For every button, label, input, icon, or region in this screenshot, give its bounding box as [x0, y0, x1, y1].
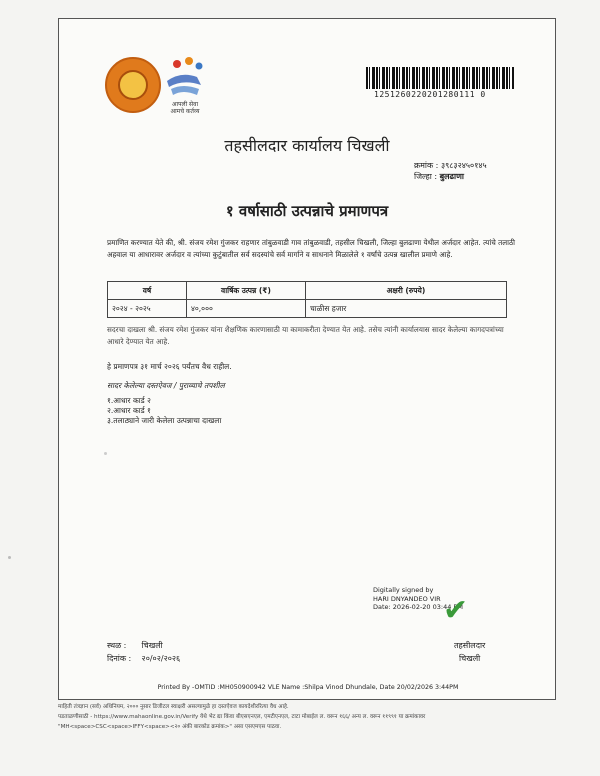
date-value: २०/०२/२०२६: [141, 654, 181, 663]
purpose-text: सदरचा दाखला श्री. संजय रमेश गुंजकर यांना शैक्षणिक कारणासाठी या कामाकरीता देण्यात येत आहे. तसेच त्यांनी कार्यालयास सादर केलेल्या कागदपत्रांच्या आधारे देण्यात येत आहे.: [107, 325, 504, 346]
cell-in-words: चाळीस हजार: [306, 300, 507, 318]
validity-text: हे प्रमाणपत्र ३१ मार्च २०२६ पर्यंतच वैध राहील.: [107, 362, 232, 371]
certification-text: प्रमाणित करण्यात येते की, श्री. संजय रमेश गुंजकर राहणार तांबुळवाडी गाव तांबुळवाडी, तहसील चिखली, जिल्हा बुलढाणा येथील अर्जदार आहेत. त्यांचे तलाठी अहवाल या आधारावर अर्जदार व त्यांच्या कुटुंबातील सर्व सदस्यांचे सर्व मार्गाने व साधनाने मिळालेले १ वर्षांचे उत्पन्न खालील प्रमाणे आहे.: [107, 238, 515, 259]
barcode: [366, 67, 514, 89]
header-year: वर्ष: [108, 282, 187, 300]
footer-line-2: पडताळणीसाठी - https://www.mahaonline.gov.in/Verify येथे भेट द्या किंवा बीएसएनएल, एमटीएनएल, टाटा मोबाईल ल. वरून १६६/ अन्य ल. वरून ११९९१ या क्रमांकावर: [58, 714, 426, 720]
place-date-block: [107, 639, 180, 665]
district-label: जिल्हा :: [414, 172, 438, 181]
place-value: चिखली: [141, 641, 163, 650]
cell-income: ४०,०००: [187, 300, 306, 318]
signatory-block: [454, 639, 485, 665]
documents-heading: सादर केलेल्या दस्तऐवज / पुराव्याचे तपशील: [107, 381, 225, 390]
list-item: १.आधार कार्ड २: [107, 396, 151, 405]
table-row: [108, 300, 507, 318]
header-income: वार्षिक उत्पन्न (₹): [187, 282, 306, 300]
signatory-title: तहसीलदार: [454, 641, 486, 650]
footer-notes: [58, 702, 554, 732]
document-meta: [414, 160, 487, 182]
cell-year: २०२४ - २०२५: [108, 300, 187, 318]
footer-line-1: माहिती तंत्रज्ञान (सर्व) अधिनियम, २००० नुसार डिजीटल स्वाक्षरी असल्यामुळे हा दस्तऐवज कायदेशीररित्या वैध आहे.: [58, 704, 289, 710]
income-table: [107, 281, 507, 318]
list-item: ३.तलाठ्याने जारी केलेला उत्पन्नाचा दाखला: [107, 416, 222, 425]
number-label: क्रमांक :: [414, 161, 439, 170]
date-label: दिनांक :: [107, 654, 132, 663]
signature-check-icon: ✔: [443, 593, 469, 628]
scan-speck: [104, 452, 107, 455]
signatory-place: चिखली: [459, 654, 481, 663]
signature-line-3: Date: 2026-02-20 03:44 PM: [373, 603, 463, 611]
list-item: २.आधार कार्ड १: [107, 406, 151, 415]
documents-list: [107, 396, 221, 426]
district-value: बुलढाणा: [439, 172, 464, 181]
header-in-words: अक्षरी (रुपये): [306, 282, 507, 300]
barcode-number: 1251260220201280111 0: [374, 90, 486, 99]
logo-caption-1: आपली सेवा: [171, 101, 198, 108]
aaple-sarkar-logo: [163, 55, 207, 119]
government-seal: [105, 57, 161, 113]
printed-by: Printed By -OMTID :MH050900942 VLE Name :Shilpa Vinod Dhundale, Date 20/02/2026 3:44PM: [157, 684, 459, 691]
logo-caption-2: आमचे कर्तव्य: [170, 108, 200, 115]
number-value: ३९८३२४५०१४५: [440, 161, 487, 170]
table-header-row: [108, 282, 507, 300]
office-title: तहसीलदार कार्यालय चिखली: [224, 136, 390, 155]
scan-speck: [8, 556, 11, 559]
signature-line-1: Digitally signed by: [373, 586, 434, 594]
certificate-page: [58, 18, 556, 700]
place-label: स्थळ :: [107, 641, 127, 650]
certificate-title: १ वर्षासाठी उत्पन्नाचे प्रमाणपत्र: [225, 202, 389, 220]
signature-line-2: HARI DNYANDEO VIR: [373, 594, 441, 603]
footer-line-3: "MH<space>CSC<space>IFFY<space><२० अंकी बारकोड क्रमांक>" असा एसएमएस पाठवा.: [58, 724, 282, 730]
